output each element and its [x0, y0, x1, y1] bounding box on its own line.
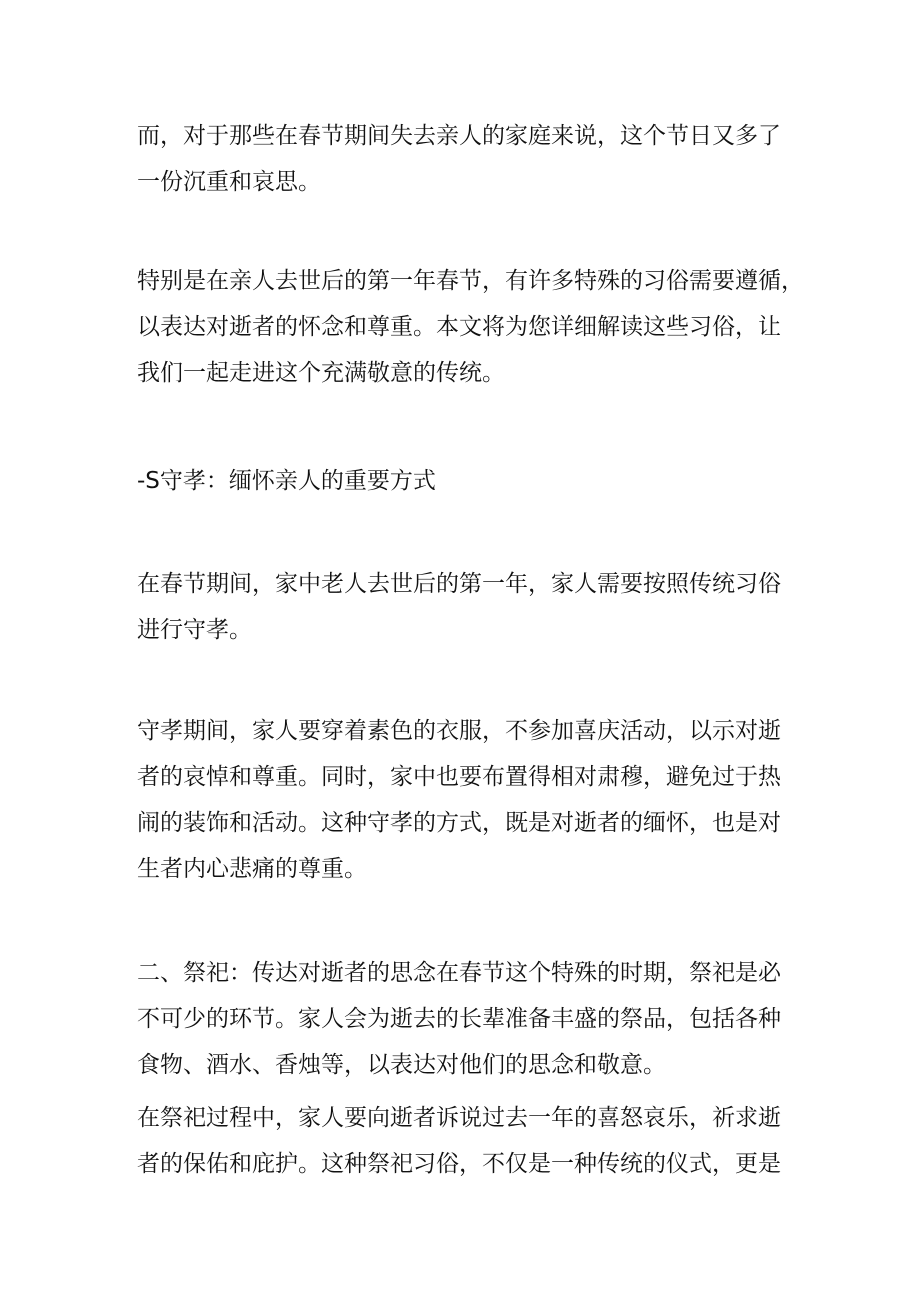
heading-line: -S守孝：缅怀亲人的重要方式: [137, 468, 436, 494]
text-line: 我们一起走进这个充满敬意的传统。: [137, 360, 505, 386]
text-line: 而，对于那些在春节期间失去亲人的家庭来说，这个节日又多了: [137, 123, 781, 149]
paragraph-sacrifice: [137, 950, 797, 1088]
text-line: 在祭祀过程中，家人要向逝者诉说过去一年的喜怒哀乐，祈求逝: [137, 1105, 781, 1131]
text-line: 不可少的环节。家人会为逝去的长辈准备丰盛的祭品，包括各种: [137, 1006, 781, 1032]
text-line: 一份沉重和哀思。: [137, 169, 321, 195]
text-line: 在春节期间，家中老人去世后的第一年，家人需要按照传统习俗: [137, 571, 781, 597]
text-line: 守孝期间，家人要穿着素色的衣服，不参加喜庆活动，以示对逝: [137, 718, 781, 744]
text-line: 者的保佑和庇护。这种祭祀习俗，不仅是一种传统的仪式，更是: [137, 1151, 781, 1177]
paragraph-mourning-intro: [137, 561, 797, 653]
section-heading-mourning: [137, 458, 797, 504]
text-line: 特别是在亲人去世后的第一年春节，有许多特殊的习俗需要遵循，: [137, 268, 804, 294]
paragraph-mourning-details: [137, 708, 797, 892]
text-line: 进行守孝。: [137, 617, 252, 643]
text-line: 者的哀悼和尊重。同时，家中也要布置得相对肃穆，避免过于热: [137, 764, 781, 790]
paragraph-sacrifice-process: [137, 1095, 797, 1187]
text-line: 以表达对逝者的怀念和尊重。本文将为您详细解读这些习俗，让: [137, 314, 781, 340]
text-line: 闹的装饰和活动。这种守孝的方式，既是对逝者的缅怀，也是对: [137, 810, 781, 836]
paragraph-first-year-customs: [137, 258, 804, 396]
text-line: 生者内心悲痛的尊重。: [137, 856, 367, 882]
text-line: 食物、酒水、香烛等，以表达对他们的思念和敬意。: [137, 1052, 666, 1078]
paragraph-intro: [137, 113, 797, 205]
text-line: 二、祭祀：传达对逝者的思念在春节这个特殊的时期，祭祀是必: [137, 960, 781, 986]
